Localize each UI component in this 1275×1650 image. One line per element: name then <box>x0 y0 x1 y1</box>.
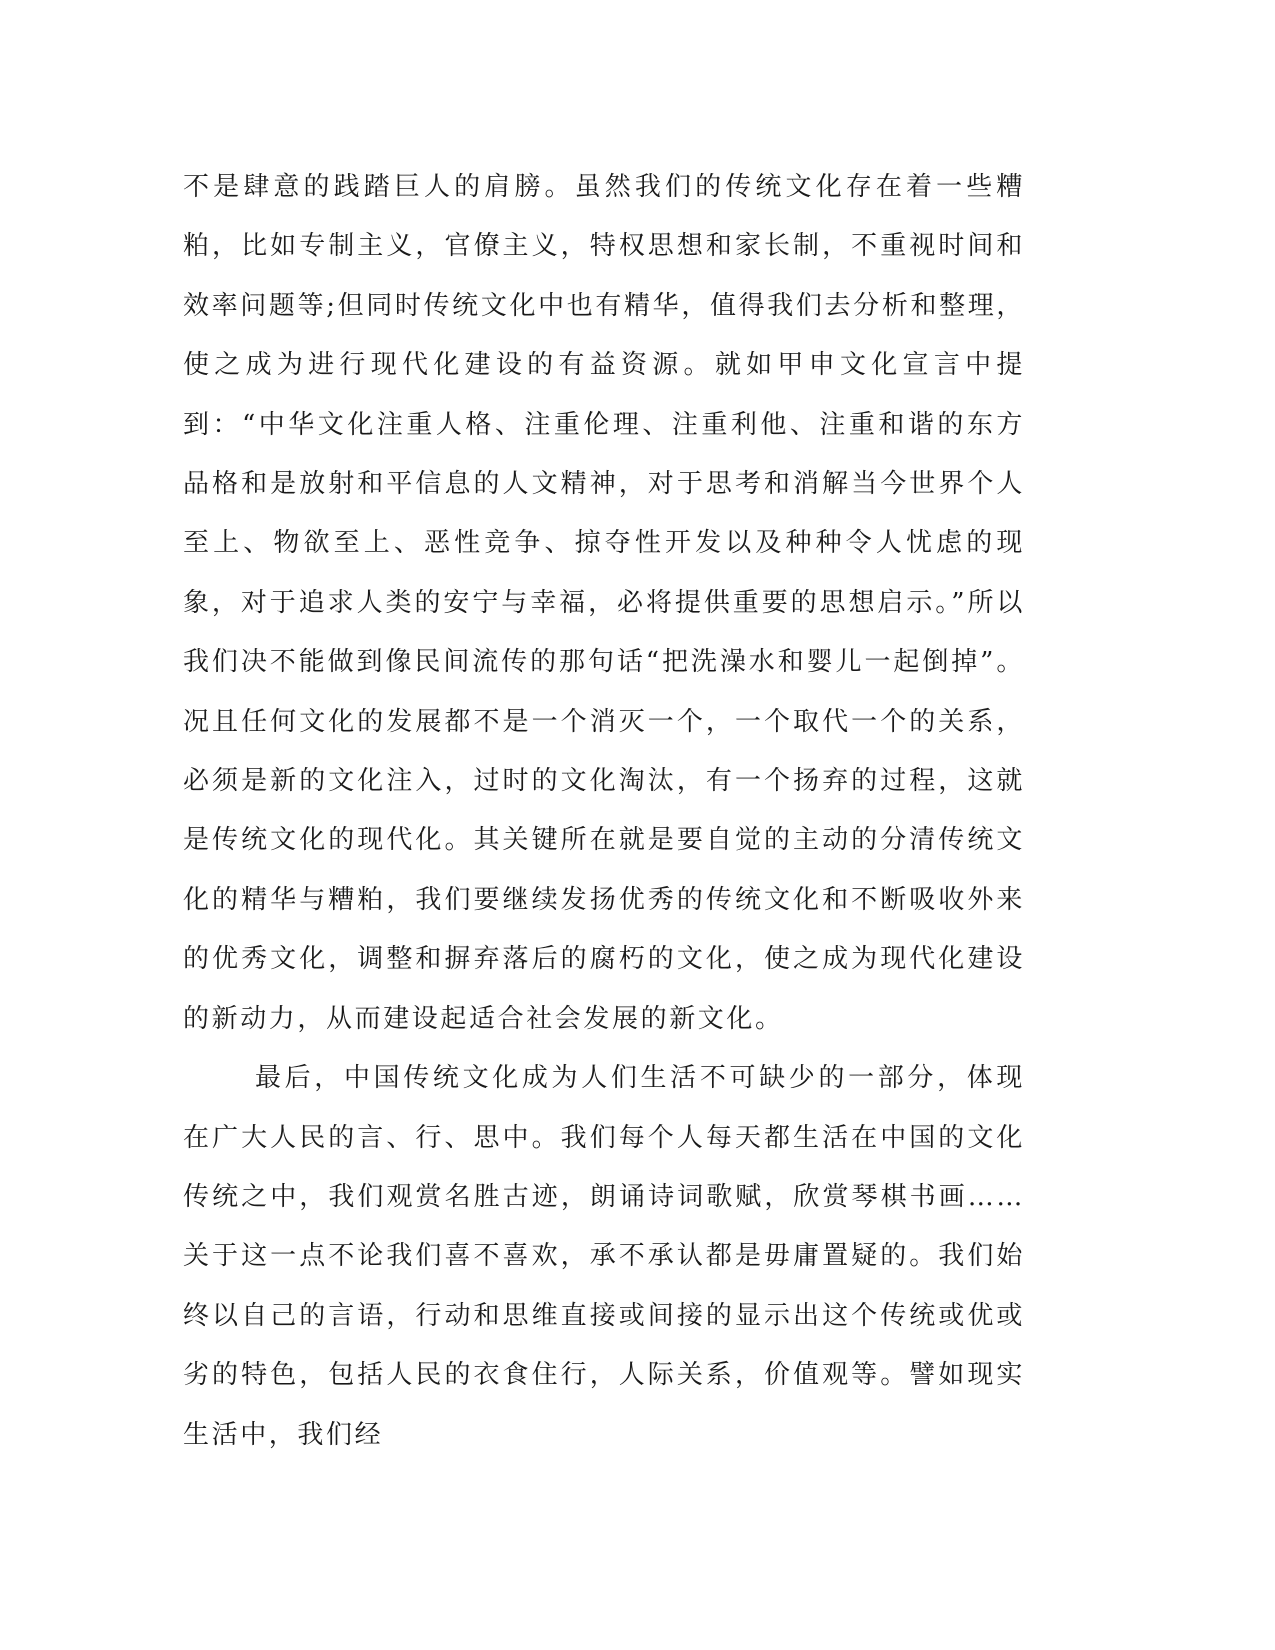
document-body <box>183 158 1025 1465</box>
paragraph-daily-life: 最后，中国传统文化成为人们生活不可缺少的一部分，体现在广大人民的言、行、思中。我们每个人每天都生活在中国的文化传统之中，我们观赏名胜古迹，朗诵诗词歌赋，欣赏琴棋书画……关于这一点不论我们喜不喜欢，承不承认都是毋庸置疑的。我们始终以自己的言语，行动和思维直接或间接的显示出这个传统或优或劣的特色，包括人民的衣食住行，人际关系，价值观等。譬如现实生活中，我们经 <box>183 1063 1025 1450</box>
paragraph-tradition-modernization: 不是肆意的践踏巨人的肩膀。虽然我们的传统文化存在着一些糟粕，比如专制主义，官僚主义，特权思想和家长制，不重视时间和效率问题等;但同时传统文化中也有精华，值得我们去分析和整理，使之成为进行现代化建设的有益资源。就如甲申文化宣言中提到：“中华文化注重人格、注重伦理、注重利他、注重和谐的东方品格和是放射和平信息的人文精神，对于思考和消解当今世界个人至上、物欲至上、恶性竞争、掠夺性开发以及种种令人忧虑的现象，对于追求人类的安宁与幸福，必将提供重要的思想启示。”所以我们决不能做到像民间流传的那句话“把洗澡水和婴儿一起倒掉”。况且任何文化的发展都不是一个消灭一个，一个取代一个的关系，必须是新的文化注入，过时的文化淘汰，有一个扬弃的过程，这就是传统文化的现代化。其关键所在就是要自觉的主动的分清传统文化的精华与糟粕，我们要继续发扬优秀的传统文化和不断吸收外来的优秀文化，调整和摒弃落后的腐朽的文化，使之成为现代化建设的新动力，从而建设起适合社会发展的新文化。 <box>183 172 1025 1034</box>
